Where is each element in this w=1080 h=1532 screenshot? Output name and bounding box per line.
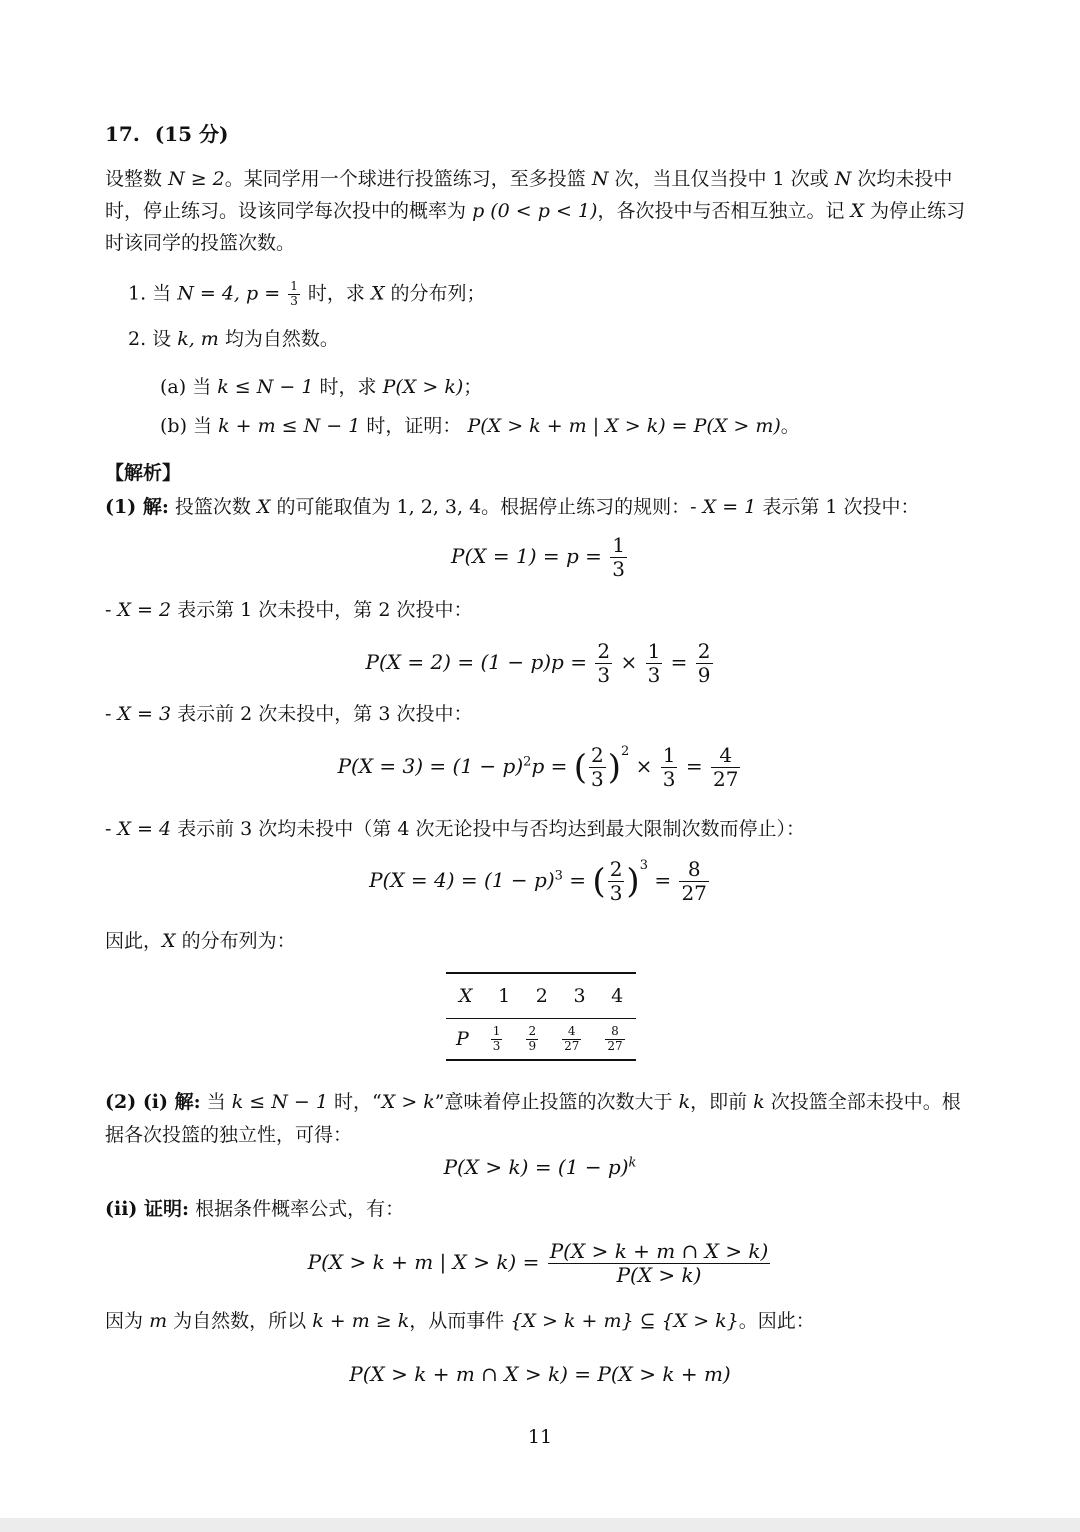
equation-text: P(X = 2) = (1 − p)p =: [365, 650, 587, 674]
stem-text: 设整数: [105, 168, 163, 190]
math-inline: k + m ≥ k: [312, 1310, 410, 1332]
solution-label: (1) 解:: [105, 496, 169, 518]
fraction: $\frac{1}{3}$: [290, 279, 298, 308]
math-inline: X: [370, 282, 385, 305]
solution-text: -: [105, 703, 112, 725]
math-inline: k ≤ N − 1: [231, 1091, 328, 1113]
table-cell: [550, 1019, 593, 1059]
fraction: $\frac{4}{27}$: [712, 743, 739, 791]
solution-label: (ii) 证明:: [105, 1198, 190, 1220]
math-inline: {X > k + m} ⊆ {X > k}: [510, 1310, 739, 1332]
equation-intersection: [0, 1362, 1080, 1386]
stem-text: 。某同学用一个球进行投篮练习，至多投篮: [224, 168, 586, 190]
math-inline: N ≥ 2: [168, 168, 225, 190]
solution-text: 投篮次数: [174, 496, 251, 518]
stem-text: 时，停止练习。设该同学每次投中的概率为: [105, 200, 467, 222]
solution-text: 时，“: [334, 1091, 382, 1113]
solution-text: 当: [206, 1091, 226, 1113]
equation-text: P(X > k + m ∩ X > k) = P(X > k + m): [349, 1362, 731, 1386]
solution-text: 的分布列为：: [181, 930, 296, 952]
case-x-2: [105, 601, 472, 620]
equation-p-x-3: [0, 744, 1080, 791]
math-inline: X: [256, 496, 271, 518]
problem-score: (15 分): [154, 122, 229, 146]
exponent: 3: [554, 868, 563, 884]
operator: =: [670, 650, 688, 674]
distribution-table: [446, 972, 636, 1061]
table-cell: X: [458, 985, 473, 1007]
table-row: [446, 974, 636, 1018]
exponent: 2: [523, 754, 532, 770]
page-bottom-edge: [0, 1518, 1080, 1532]
paren-right: ): [607, 747, 621, 788]
solution-label: (2) (i) 解:: [105, 1091, 201, 1113]
math-inline: k, m: [177, 328, 219, 350]
math-inline: X = 1: [702, 496, 757, 518]
paren-left: (: [592, 861, 606, 902]
solution-part-1-intro: [105, 498, 919, 517]
solution-text: 次投篮全部未投中。根: [770, 1091, 961, 1113]
fraction: $\frac{1}{3}$: [612, 533, 625, 581]
operator: ×: [620, 650, 638, 674]
math-inline: X = 2: [117, 599, 172, 621]
equation-conditional: [0, 1240, 1080, 1287]
question-text: ；: [463, 376, 483, 398]
question-text: 的分布列；: [390, 282, 486, 305]
equation-p-x-gt-k: [0, 1155, 1080, 1179]
math-inline: N = 4, p =: [177, 282, 281, 305]
equation-text: P(X > k + m | X > k) =: [307, 1250, 540, 1274]
fraction: $\frac{2}{3}$: [597, 639, 611, 687]
table-row: [446, 1019, 637, 1059]
fraction: $\frac{4}{27}$: [564, 1023, 580, 1053]
solution-text: -: [105, 818, 112, 840]
fraction: $\frac{1}{3}$: [647, 639, 661, 687]
stem-line-1: [105, 170, 952, 189]
stem-line-3: 时该同学的投篮次数。: [105, 232, 296, 254]
table-cell: 1: [498, 985, 511, 1007]
problem-number: 17.: [105, 122, 140, 146]
solution-part-2i: [105, 1093, 961, 1112]
distribution-intro: [105, 932, 296, 951]
question-text: 1. 当: [128, 282, 172, 305]
math-inline: N: [834, 168, 852, 190]
exponent: k: [628, 1155, 637, 1171]
fraction: $\frac{1}{3}$: [492, 1023, 501, 1053]
table-cell: 3: [573, 985, 586, 1007]
solution-header: 【解析】: [105, 462, 182, 484]
equation-text: P(X > k) = (1 − p): [443, 1155, 629, 1179]
math-inline: k ≤ N − 1: [217, 376, 314, 398]
equation-p-x-4: [0, 858, 1080, 905]
operator: =: [685, 754, 703, 778]
math-inline: X: [850, 200, 865, 222]
math-inline: X > k: [381, 1091, 435, 1113]
solution-text: -: [105, 599, 112, 621]
solution-text: 表示第 1 次投中：: [762, 496, 920, 518]
fraction: $\frac{8}{27}$: [681, 857, 707, 905]
operator: =: [569, 868, 587, 892]
fraction: $\frac{2}{9}$: [528, 1023, 537, 1053]
solution-text: 因为: [105, 1310, 144, 1332]
stem-text: ，各次投中与否相互独立。记: [597, 200, 845, 222]
exponent: 3: [639, 858, 648, 873]
exponent: 2: [620, 744, 630, 759]
solution-text: ，从而事件: [409, 1310, 505, 1332]
question-2a: [160, 378, 482, 397]
fraction: $\frac{P(X > k + m \cap X > k)}{P(X > k)}$: [549, 1239, 769, 1287]
case-x-3: [105, 705, 472, 724]
solution-text: 。因此：: [738, 1310, 815, 1332]
problem-header: [105, 124, 229, 144]
paren-left: (: [573, 747, 587, 788]
distribution-table-body: [446, 974, 636, 1018]
math-inline: k: [678, 1091, 691, 1113]
solution-text: 因此，: [105, 930, 163, 952]
stem-text: 次，当且仅当投中 1 次或: [614, 168, 829, 190]
table-cell: [479, 1019, 515, 1059]
equation-text: P(X = 3) = (1 − p): [337, 754, 524, 778]
paren-right: ): [626, 861, 640, 902]
operator: ×: [635, 754, 653, 778]
math-inline: m: [149, 1310, 168, 1332]
equation-text: p =: [531, 754, 568, 778]
table-cell: 4: [611, 985, 624, 1007]
fraction: $\frac{8}{27}$: [607, 1023, 623, 1053]
table-cell: 2: [535, 985, 548, 1007]
math-inline: X: [162, 930, 176, 952]
case-x-4: [105, 820, 805, 839]
fraction: $\frac{1}{3}$: [662, 743, 676, 791]
fraction: $\frac{2}{9}$: [697, 639, 711, 687]
math-inline: k: [753, 1091, 765, 1113]
question-text: 时，求: [307, 282, 365, 305]
stem-line-2: [105, 202, 965, 221]
solution-text: 根据条件概率公式，有：: [195, 1198, 405, 1220]
table-cell: [514, 1019, 550, 1059]
stem-text: 次均未投中: [857, 168, 953, 190]
fraction: $\frac{2}{3}$: [590, 743, 604, 791]
math-inline: P(X > k): [382, 376, 464, 398]
question-text: 均为自然数。: [224, 328, 339, 350]
solution-text: 为自然数，所以: [173, 1310, 307, 1332]
question-text: (b) 当: [160, 415, 213, 437]
math-inline: X = 3: [117, 703, 172, 725]
equation-text: P(X = 4) = (1 − p): [369, 868, 555, 892]
solution-text: 表示第 1 次未投中，第 2 次投中：: [177, 599, 473, 621]
distribution-table-probs: [446, 1019, 637, 1059]
solution-text: ”意味着停止投篮的次数大于: [434, 1091, 673, 1113]
operator: =: [654, 868, 672, 892]
solution-text: 表示前 3 次均未投中（第 4 次无论投中与否均达到最大限制次数而停止）：: [177, 818, 805, 840]
question-text: 2. 设: [128, 328, 172, 350]
table-cell: [593, 1019, 636, 1059]
solution-text: 表示前 2 次未投中，第 3 次投中：: [177, 703, 473, 725]
math-inline: P(X > k + m | X > k) = P(X > m): [467, 415, 781, 437]
fraction: $\frac{2}{3}$: [609, 857, 623, 905]
question-2: [128, 330, 339, 349]
solution-text: 的可能取值为 1, 2, 3, 4。根据停止练习的规则：-: [276, 496, 697, 518]
math-inline: p (0 < p < 1): [472, 200, 598, 222]
solution-because-line: [105, 1312, 815, 1331]
solution-text: ，即前: [690, 1091, 748, 1113]
equation-text: P(X = 1) = p =: [451, 544, 602, 568]
question-1: [128, 280, 486, 309]
question-text: 时，证明：: [366, 415, 462, 437]
solution-part-2i-line2: 据各次投篮的独立性，可得：: [105, 1124, 353, 1146]
question-text: 时，求: [319, 376, 377, 398]
equation-p-x-2: [0, 640, 1080, 687]
stem-text: 为停止练习: [870, 200, 966, 222]
page-number: 11: [527, 1426, 553, 1448]
question-2b: [160, 417, 800, 436]
table-cell: P: [456, 1028, 469, 1050]
equation-p-x-1: [0, 534, 1080, 581]
question-text: 。: [780, 415, 800, 437]
math-inline: X = 4: [117, 818, 172, 840]
math-inline: k + m ≤ N − 1: [218, 415, 361, 437]
question-text: (a) 当: [160, 376, 212, 398]
math-inline: N: [591, 168, 609, 190]
solution-part-2ii: [105, 1200, 404, 1219]
